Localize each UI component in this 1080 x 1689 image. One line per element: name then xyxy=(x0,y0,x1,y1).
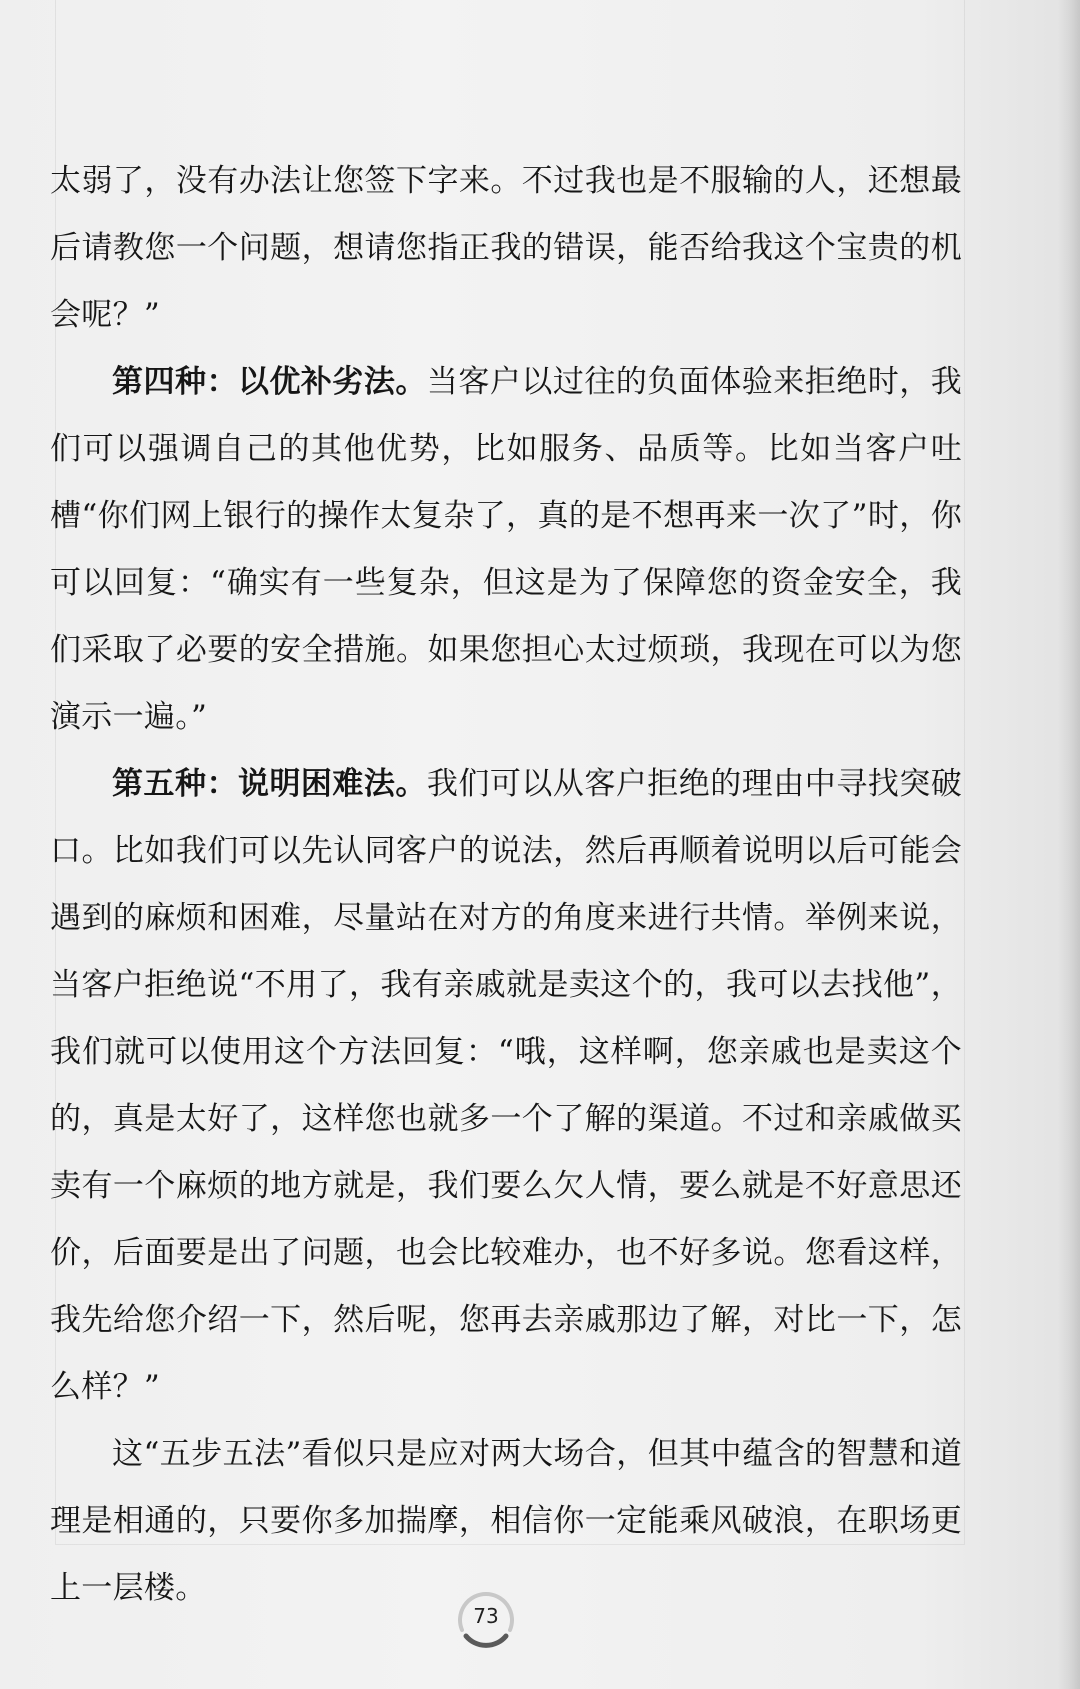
paragraph-continuation xyxy=(50,148,962,349)
paragraph-lead: 第四种：以优补劣法。 xyxy=(112,364,427,400)
page-number: 73 xyxy=(473,1604,499,1628)
paragraph-text: 当客户以过往的负面体验来拒绝时，我们可以强调自己的其他优势，比如服务、品质等。比如当客户吐槽“你们网上银行的操作太复杂了，真的是不想再来一次了”时，你可以回复：“确实有一些复杂，但这是为了保障您的资金安全，我们采取了必要的安全措施。如果您担心太过烦琐，我现在可以为您演示一遍。” xyxy=(50,364,962,735)
body-text xyxy=(50,148,962,1622)
paragraph-method-five xyxy=(50,751,962,1421)
page-number-badge xyxy=(454,1586,518,1650)
paragraph-text: 太弱了，没有办法让您签下字来。不过我也是不服输的人，还想最后请教您一个问题，想请您指正我的错误，能否给我这个宝贵的机会呢？” xyxy=(50,163,962,333)
paragraph-lead: 第五种：说明困难法。 xyxy=(112,766,427,802)
paragraph-text: 这“五步五法”看似只是应对两大场合，但其中蕴含的智慧和道理是相通的，只要你多加揣摩，相信你一定能乘风破浪，在职场更上一层楼。 xyxy=(50,1436,962,1606)
paragraph-method-four xyxy=(50,349,962,751)
paragraph-text: 我们可以从客户拒绝的理由中寻找突破口。比如我们可以先认同客户的说法，然后再顺着说明以后可能会遇到的麻烦和困难，尽量站在对方的角度来进行共情。举例来说，当客户拒绝说“不用了，我有亲戚就是卖这个的，我可以去找他”，我们就可以使用这个方法回复：“哦，这样啊，您亲戚也是卖这个的，真是太好了，这样您也就多一个了解的渠道。不过和亲戚做买卖有一个麻烦的地方就是，我们要么欠人情，要么就是不好意思还价，后面要是出了问题，也会比较难办，也不好多说。您看这样，我先给您介绍一下，然后呢，您再去亲戚那边了解，对比一下，怎么样？” xyxy=(50,766,962,1405)
page-edge-shadow xyxy=(1058,0,1080,1689)
